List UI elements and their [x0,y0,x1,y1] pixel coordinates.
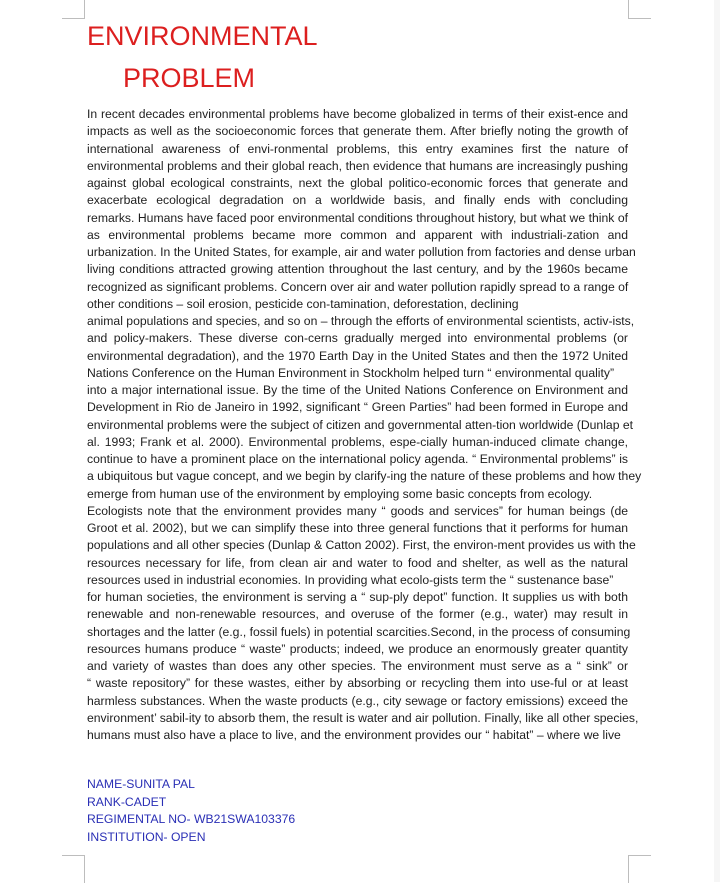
body-text-line: Nations Conference on the Human Environment in Stockholm helped turn “ environmental quality” [87,365,615,380]
body-text-line: populations and all other species (Dunlap & Catton 2002). First, the environ-ment provides us with the [87,538,636,553]
signature-block [87,776,295,846]
body-text-line: Ecologists note that the environment provides many “ goods and services” for human beings (de [87,503,628,518]
body-text-line: against global ecological constraints, next the global politico-economic forces that generate and [87,176,628,190]
body-text-line: environment’ sabil-ity to absorb them, the result is water and air pollution. Finally, like all other species, [87,710,639,725]
body-text-line: as environmental problems became more common and apparent with industriali-zation and [87,227,628,242]
body-text-line: living conditions attracted growing attention throughout the last century, and by the 1960s became [87,262,628,277]
page-edge-strip [714,0,720,882]
body-text-line: resources necessary for life, from clean air and water to food and shelter, as well as the natural [87,555,628,570]
body-text-line: remarks. Humans have faced poor environmental conditions throughout history, but what we think of [87,210,628,225]
document-body-paragraph [87,106,642,744]
body-text-line: and variety of wastes than does any other species. The environment must serve as a “ sink” or [87,659,628,673]
body-text-line: environmental problems and their global reach, then evidence that humans are increasingly pushing [87,158,628,173]
body-text-line: recognized as significant problems. Concern over air and water pollution rapidly spread to a range of [87,279,629,294]
body-text-line: for human societies, the environment is serving a “ sup-ply depot” function. It supplies us with both [87,590,628,604]
signature-institution: INSTITUTION- OPEN [87,829,206,844]
body-text-line: harmless substances. When the waste products (e.g., city sewage or factory emissions) exceed the [87,693,628,708]
page-corner-mark-bottom-right [628,855,651,883]
body-text-line: international awareness of envi-ronmental problems, this entry examines first the nature of [87,141,628,156]
page-corner-mark-top-right [628,0,651,19]
body-text-line: other conditions – soil erosion, pesticide con-tamination, deforestation, declining [87,296,519,311]
body-text-line: Development in Rio de Janeiro in 1992, significant “ Green Parties” had been formed in Europe and [87,400,628,415]
document-title-line-1: ENVIRONMENTAL [87,21,318,51]
body-text-line: “ waste repository” for these wastes, either by absorbing or recycling them into use-ful or at least [87,676,628,691]
body-text-line: Groot et al. 2002), but we can simplify these into three general functions that it performs for human [87,521,628,535]
page-corner-mark-bottom-left [62,855,85,883]
body-text-line: al. 1993; Frank et al. 2000). Environmental problems, espe-cially human-induced climate change, [87,434,628,449]
signature-name: NAME-SUNITA PAL [87,777,195,791]
body-text-line: shortages and the latter (e.g., fossil fuels) in potential scarcities.Second, in the process of consuming [87,624,631,639]
body-text-line: a ubiquitous but vague concept, and we begin by clarify-ing the nature of these problems and how they [87,469,642,484]
body-text-line: exacerbate ecological degradation on a worldwide basis, and finally ends with concluding [87,193,628,208]
body-text-line: resources used in industrial economies. In providing what ecolo-gists term the “ sustenance base” [87,572,614,587]
body-text-line: continue to have a prominent place on the international policy agenda. “ Environmental problems” is [87,452,628,466]
page-corner-mark-top-left [62,0,85,19]
document-title-line-2: PROBLEM [123,63,256,93]
body-text-line: resources humans produce “ waste” products; indeed, we produce an enormously greater quantity [87,641,628,656]
body-text-line: renewable and non-renewable resources, and overuse of the former (e.g., water) may result in [87,607,628,622]
signature-rank: RANK-CADET [87,794,167,809]
body-text-line: In recent decades environmental problems have become globalized in terms of their exist-ence and [87,107,628,121]
body-text-line: urbanization. In the United States, for example, air and water pollution from factories and dense urban [87,245,636,259]
body-text-line: humans must also have a place to live, and the environment provides our “ habitat” – where we live [87,728,621,742]
body-text-line: environmental problems were the subject of citizen and governmental atten-tion worldwide (Dunlap et [87,417,634,432]
body-text-line: emerge from human use of the environment by employing some basic concepts from ecology. [87,486,593,501]
body-text-line: into a major international issue. By the time of the United Nations Conference on Environment and [87,383,628,397]
body-text-line: environmental degradation), and the 1970 Earth Day in the United States and then the 1972 United [87,348,628,363]
signature-regimental-no: REGIMENTAL NO- WB21SWA103376 [87,812,296,826]
body-text-line: impacts as well as the socioeconomic forces that generate them. After briefly noting the growth of [87,124,628,139]
body-text-line: animal populations and species, and so on – through the efforts of environmental scientists, activ-ists, [87,314,635,328]
body-text-line: and policy-makers. These diverse con-cerns gradually merged into environmental problems (or [87,331,628,346]
